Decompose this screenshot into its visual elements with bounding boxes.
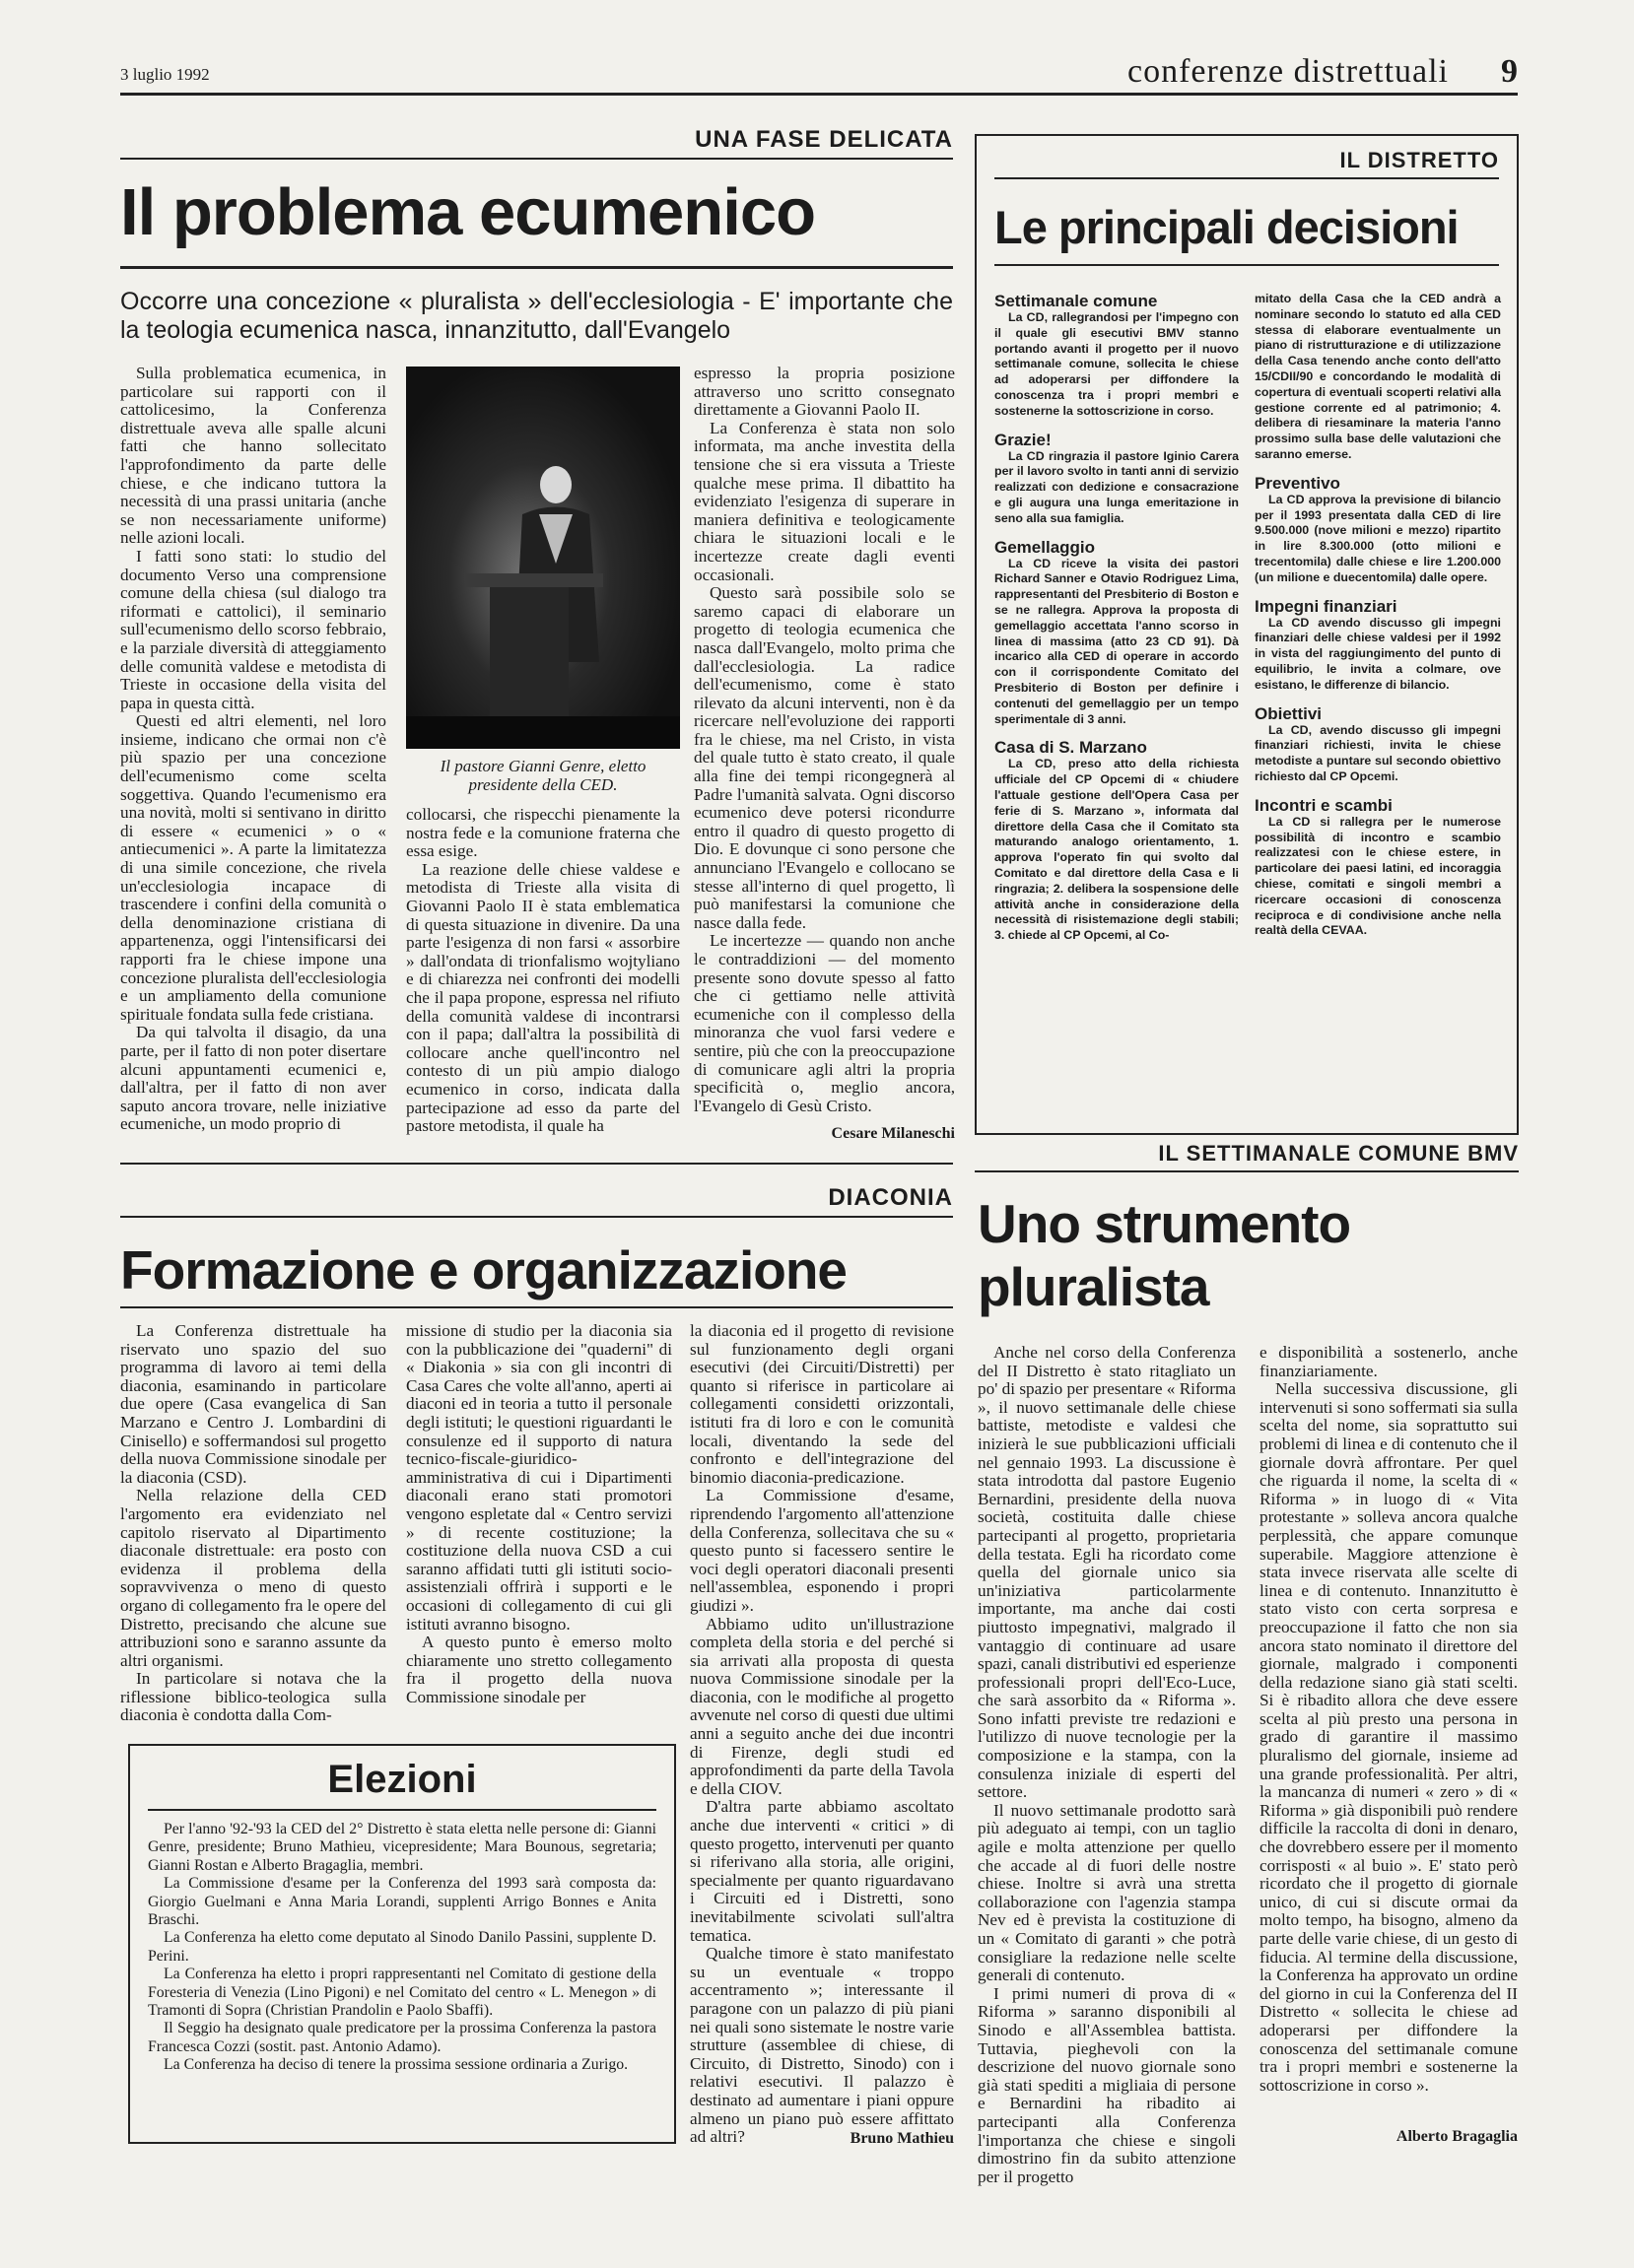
paragraph: D'altra parte abbiamo ascoltato anche due interventi « critici » di questo progetto, intervenuti per quanto si riferivano alla storia, alle origini, specialmente per quanto riguardavano i Circuiti ed i Distretti, sono inevitabilmente scivolati sull'altra tematica. [690, 1797, 954, 1945]
paragraph: La Conferenza ha deciso di tenere la prossima sessione ordinaria a Zurigo. [164, 2056, 629, 2074]
decision-text: La CD avendo discusso gli impegni finanziari delle chiese valdesi per il 1992 in vista del raggiungimento del punto di equilibrio, le invita a colmare, ove esistano, le differenze di bilancio. [1255, 615, 1501, 692]
paragraph: Qualche timore è stato manifestato su un eventuale « troppo accentramento »; interessante il paragone con un palazzo di più piani nei quali sono sistemate le nostre varie strutture (assemblee di chiese, di Circuito, di Distretto, Sinodo) con i relativi esecutivi. Il palazzo è destinato ad aumentare i piani oppure almeno un piano può essere affittato ad altri? [690, 1944, 954, 2147]
paragraph: La Conferenza distrettuale ha riservato uno spazio del suo programma di lavoro ai temi della diaconia, esaminando in particolare due opere (Casa evangelica di San Marzano e Centro J. Lombardini di Cinisello) e soffermandosi sul progetto della nuova Commissione sinodale per la diaconia (CSD). [120, 1321, 386, 1487]
article3-column-1 [120, 1322, 386, 1756]
paragraph: La Commissione d'esame per la Conferenza del 1993 sarà composta da: Giorgio Guelmani e Anna Maria Lorandi, supplenti Arrigo Bonnes e Anita Braschi. [148, 1875, 656, 1929]
paragraph: collocarsi, che rispecchi pienamente la nostra fede e la comunione fraterna che essa esige. [406, 805, 680, 861]
article4-column-1 [978, 1343, 1237, 2186]
paragraph: I primi numeri di prova di « Riforma » saranno disponibili al Sinodo e all'Assemblea battista. Tuttavia, pieghevoli con la descrizione del nuovo giornale sono già stati spediti a migliaia di persone e Bernardini ha ribadito ai partecipanti alla Conferenza l'importanza che chiese e singoli dimostrino fin da subito attenzione per il progetto [978, 1983, 1236, 2186]
decision-text: La CD ringrazia il pastore Iginio Carera per il lavoro svolto in tanti anni di servizio realizzati con dedizione e consacrazione e gli augura una lunga emeritazione in seno alla sua famiglia. [994, 448, 1239, 525]
photo-caption: Il pastore Gianni Genre, eletto presidente della CED. [440, 757, 647, 794]
article2-column-2 [1255, 292, 1501, 1129]
article3-rule [120, 1306, 953, 1308]
decision-text: mitato della Casa che la CED andrà a nominare secondo lo statuto ed alla CED stessa di elaborare eventualmente un piano di ristrutturazione e di utilizzazione della Casa tenendo anche conto dell'atto 15/CDII/90 e concordando le modalità di copertura di eventuali scoperti relativi alla gestione corrente ed al patrimonio; 4. delibera di riesaminare la materia l'anno prossimo sulla base delle valutazioni che saranno emerse. [1255, 292, 1501, 461]
paragraph: Nella successiva discussione, gli intervenuti si sono soffermati sia sulla scelta del nome, sia soprattutto sui problemi di linea e di contenuto che il giornale dovrà affrontare. Per quel che riguarda il nome, la scelta di « Riforma » in luogo di « Vita protestante » solleva ancora qualche perplessità, che appare comunque superabile. Maggiore attenzione è stata invece riservata alle scelte di linea e di contenuto. Innanzitutto è stato visto con certa sorpresa e preoccupazione il fatto che non sia ancora stato nominato il direttore del giornale, malgrado i componenti della redazione siano già stati scelti. Si è ribadito allora che deve essere scelta al più presto una persona in grado di garantire il massimo pluralismo del giornale, insieme ad una grande professionalità. Per altri, la mancanza di numeri « zero » di « Riforma » già disponibili può rendere difficile la raccolta di doni in denaro, che dovrebbero essere per il momento corrisposti « al buio ». E' stato però ricordato che il progetto di giornale unico, di cui si discute ormai da molto tempo, ha bisogno, almeno da parte delle varie chiese, di un gesto di fiducia. Al termine della discussione, la Conferenza ha approvato un ordine del giorno in cui la Conferenza del II Distretto « sollecita le chiese ad adoperarsi per diffondere la conoscenza del settimanale comune tra i propri membri e sostenerne la sottoscrizione in corso ». [1260, 1379, 1519, 2095]
decision-text: La CD riceve la visita dei pastori Richard Sanner e Otavio Rodriguez Lima, rappresentanti del Presbiterio di Boston e se ne rallegra. Approva la proposta di gemellaggio accettata l'anno scorso in linea di massima (atto 23 CD 91). Dà incarico alla CED di operare in accordo con il corrispondente Comitato del Presbiterio di Boston per definire i contenuti del gemellaggio per un tempo sperimentale di 3 anni. [994, 556, 1239, 726]
decision-heading: Preventivo [1255, 473, 1340, 493]
photo-pastor-gianni-genre [406, 367, 680, 749]
article4-author: Alberto Bragaglia [1396, 2128, 1518, 2145]
paragraph: La Conferenza ha eletto i propri rappresentanti nel Comitato di gestione della Foresteria di Venezia (Lino Pigoni) e nel Comitato del centro « L. Menegon » di Tramonti di Sopra (Christian Prandolin e Paolo Sbaffi). [148, 1966, 656, 2020]
decision-heading: Grazie! [994, 430, 1052, 449]
decision-text: La CD si rallegra per le numerose possibilità di incontro e scambio realizzatesi con le chiese estere, in particolare dei paesi latini, ed incoraggia chiese, comitati e singoli membri a ricercare occasioni di conoscenza reciproca e di condivisione anche nella realtà della CEVAA. [1255, 814, 1501, 938]
decision-heading: Obiettivi [1255, 703, 1323, 723]
article4-title-line1: Uno strumento [978, 1193, 1351, 1254]
article4-title-line2: pluralista [978, 1256, 1209, 1317]
paragraph: La Conferenza è stata non solo informata, ma anche investita della tensione che si era vissuta a Trieste qualche mese prima. Il dibattito ha evidenziato l'esigenza di superare in maniera definitiva e teologicamente chiara le situazioni locali e le incertezze create dagli eventi occasionali. [694, 418, 955, 584]
paragraph: La Conferenza ha eletto come deputato al Sinodo Danilo Passini, supplente D. Perini. [148, 1929, 656, 1965]
paragraph: Abbiamo udito un'illustrazione completa della storia e del perché si sia arrivati alla proposta di questa nuova Commissione sinodale per la diaconia, con le modifiche al progetto avvenute nel corso di questi due ultimi anni a seguito anche dei due incontri di Firenze, degli studi ed approfondimenti da parte della Tavola e della CIOV. [690, 1614, 954, 1798]
paragraph: Questi ed altri elementi, nel loro insieme, indicano che ormai non c'è più spazio per una concezione dell'ecumenismo come scelta soggettiva. Quando l'ecumenismo era una novità, molti si sentivano in diritto di essere « ecumenici » o « antiecumenici ». A parte la limitatezza di una simile concezione, che rivela un'ecclesiologia incapace di trascendere i confini della comunità o della denominazione cristiana di appartenenza, oggi l'intensificarsi dei rapporti fra le chiese impone una concezione pluralista dell'ecclesiologia e un ampliamento della comunione spirituale fondata sulla fede cristiana. [120, 711, 386, 1024]
decision-text: La CD approva la previsione di bilancio per il 1993 presentata dalla CED di lire 9.500.000 (nove milioni e mezzo) ripartito in lire 8.300.000 (otto milioni e trecentomila) dalle chiese e lire 1.200.000 (un milione e duecentomila) dalle opere. [1255, 492, 1501, 584]
article1-subtitle: Occorre una concezione « pluralista » dell'ecclesiologia - E' importante che la teologia ecumenica nasca, innanzitutto, dall'Evangelo [120, 288, 953, 344]
decision-heading: Casa di S. Marzano [994, 738, 1147, 758]
elections-rule [148, 1809, 656, 1811]
section-title: conferenze distrettuali [1126, 53, 1449, 90]
decision-heading: Settimanale comune [994, 292, 1158, 310]
elections-title: Elezioni [327, 1758, 477, 1801]
paragraph: espresso la propria posizione attraverso uno scritto consegnato direttamente a Giovanni Paolo II. [694, 364, 955, 420]
paragraph: Sulla problematica ecumenica, in particolare sui rapporti con il cattolicesimo, la Conferenza distrettuale aveva alle spalle alcuni fatti che hanno sollecitato l'approfondimento da parte delle chiese, e che indicano tuttora la necessità di una prassi unitaria (anche se non necessariamente uniforme) nelle azioni locali. [120, 364, 386, 548]
decision-heading: Incontri e scambi [1255, 795, 1393, 815]
elections-text [148, 1821, 656, 2134]
article2-rule [994, 264, 1499, 266]
speaker-figure [406, 367, 680, 749]
decision-heading: Gemellaggio [994, 537, 1096, 557]
article1-rule [120, 266, 953, 269]
paragraph: La Commissione d'esame, riprendendo l'argomento all'attenzione della Conferenza, sollecitava che su « questo punto si facessero sentire le voci degli operatori diaconali presenti nell'assemblea, esponendo i propri giudizi ». [690, 1486, 954, 1615]
paragraph: A questo punto è emerso molto chiaramente uno stretto collegamento fra il progetto della nuova Commissione sinodale per [406, 1633, 672, 1706]
article1-column-1 [120, 365, 386, 1151]
article4-kicker: IL SETTIMANALE COMUNE BMV [975, 1141, 1519, 1172]
paragraph: Anche nel corso della Conferenza del II Distretto è stato ritagliato un po' di spazio per presentare « Riforma », il nuovo settimanale delle chiese battiste, metodiste e valdesi che inizierà le sue pubblicazioni ufficiali nel gennaio 1993. La discussione è stata introdotta dal pastore Eugenio Bernardini, presidente della nuova società, costituita dalle chiese partecipanti al progetto, proprietaria della testata. Egli ha ricordato come quella del giornale unico sia un'iniziativa particolarmente importante, ma anche dai costi piuttosto impegnativi, malgrado il vantaggio di continuare ad usare spazi, canali distributivi ed esperienze professionali propri dell'Eco-Luce, che sarà assorbito da « Riforma ». Sono infatti previste tre redazioni e l'utilizzo di nuove tecnologie per la composizione e la stampa, con la consulenza iniziale di esperti del settore. [978, 1343, 1237, 1802]
page-header [120, 54, 1518, 96]
paragraph: Il Seggio ha designato quale predicatore per la prossima Conferenza la pastora Francesca Cozzi (sostit. past. Antonio Adamo). [148, 2020, 656, 2055]
paragraph: I fatti sono stati: lo studio del documento Verso una comprensione comune della chiesa (sul dialogo tra riformati e cattolici), il seminario sull'ecumenismo dello scorso febbraio, e la parziale diversità di atteggiamento delle comunità valdese e metodista di Trieste in occasione della visita del papa in questa città. [120, 546, 386, 712]
article1-kicker: UNA FASE DELICATA [120, 126, 953, 160]
article2-title: Le principali decisioni [994, 201, 1459, 253]
paragraph: Il nuovo settimanale prodotto sarà più adeguato ai tempi, con un taglio agile e molta attenzione per quello che accade al di fuori delle nostre chiese. Inoltre si avrà una stretta collaborazione con l'agenzia stampa Nev ed è prevista la costituzione di un « Comitato di garanti » che potrà consigliare la redazione nelle scelte generali di contenuto. [978, 1800, 1236, 1985]
page-number: 9 [1501, 53, 1518, 90]
paragraph: Da qui talvolta il disagio, da una parte, per il fatto di non poter disertare alcuni appuntamenti ecumenici e, dall'altra, per il fatto di non aver saputo ancora trovare, nelle iniziative ecumeniche, un modo proprio di [120, 1023, 386, 1134]
article3-author: Bruno Mathieu [850, 2130, 954, 2147]
decisions-box [975, 134, 1519, 1135]
paragraph: Le incertezze — quando non anche le contraddizioni — del momento presente sono dovute spesso al fatto che ci gettiamo nelle attività ecumeniche con il complesso della minoranza che vuol farsi vedere e sentire, più che con la preoccupazione di comunicare agli altri la propria specificità o, meglio ancora, l'Evangelo di Gesù Cristo. [694, 931, 955, 1115]
decision-text: La CD, avendo discusso gli impegni finanziari richiesti, invita le chiese metodiste a puntare sul secondo obiettivo richiesto dal CP Opcemi. [1255, 722, 1501, 783]
paragraph: La reazione delle chiese valdese e metodista di Trieste alla visita di Giovanni Paolo II è stata emblematica di questa situazione in divenire. Da una parte l'esigenza di non farsi « assorbire » dall'ondata di trionfalismo wojtyliano e di chiarezza nei confronti dei modelli che il papa propone, espressa nel rifiuto della comunità valdese di incontrarsi con il papa; dall'altra la possibilità di collocare anche quell'incontro nel contesto di un più ampio dialogo ecumenico in corso, indicata dalla partecipazione ad esso da parte del pastore metodista, il quale ha [406, 859, 680, 1136]
article4-column-2 [1260, 1344, 1518, 2122]
elections-box [128, 1744, 676, 2144]
article2-column-1 [994, 292, 1239, 1129]
article1-column-2 [406, 806, 680, 1151]
article1-title: Il problema ecumenico [120, 175, 816, 249]
decision-text: La CD, rallegrandosi per l'impegno con il quale gli esecutivi BMV stanno portando avanti il progetto per il nuovo settimanale comune, sollecita le chiese ad adoperarsi per diffondere la conoscenza tra i propri membri e sostenerne la sottoscrizione in corso. [994, 310, 1239, 418]
issue-date: 3 luglio 1992 [120, 65, 210, 84]
paragraph: Questo sarà possibile solo se saremo capaci di elaborare un progetto di teologia ecumenica che nasca dall'Evangelo, molto prima che dall'ecclesiologia. La radice dell'ecumenismo, come è stato rilevato da alcuni interventi, non è da ricercare nell'evoluzione dei rapporti fra le chiese, ma nel Cristo, in vista del quale tutto è stato creato, il quale alla fine dei tempi ricongegnerà al Padre l'umanità salvata. Ogni discorso ecumenico deve potersi ricondurre entro il quadro di questo progetto di Dio. E dovunque ci sono persone che annunciano l'Evangelo e collocano se stesse all'interno di quel progetto, lì può manifestarsi la comunione che nasce dalla fede. [694, 583, 955, 932]
article3-kicker: DIACONIA [120, 1184, 953, 1218]
article1-author: Cesare Milaneschi [831, 1125, 955, 1142]
decision-heading: Impegni finanziari [1255, 596, 1397, 616]
decision-text: La CD, preso atto della richiesta ufficiale del CP Opcemi di « chiudere l'attuale gestione dell'Opera Casa per ferie di S. Marzano », informata dal direttore della Casa che il Comitato sta maturando analogo orientamento, 1. approva l'operato fin qui svolto dal Comitato e dal direttore della Casa e li ringrazia; 2. delibera la sospensione delle attività anche in considerazione della necessità di risistemazione degli stabili; 3. chiede al CP Opcemi, al Co- [994, 757, 1239, 943]
section-rule [120, 1163, 953, 1165]
paragraph: la diaconia ed il progetto di revisione sul funzionamento degli organi esecutivi (dei Circuiti/Distretti) per quanto si riferisce in particolare ai collegamenti considetti orizzontali, istituti fra di loro e con le comunità locali, diventando la sede del confronto e dell'integrazione del binomio diaconia-predicazione. [690, 1321, 954, 1487]
article3-title: Formazione e organizzazione [120, 1239, 848, 1301]
paragraph: Per l'anno '92-'93 la CED del 2° Distretto è stata eletta nelle persone di: Gianni Genre, presidente; Bruno Mathieu, vicepresidente; Mara Bounous, segretaria; Gianni Rostan e Alberto Bragaglia, membri. [148, 1821, 656, 1874]
paragraph: In particolare si notava che la riflessione biblico-teologica sulla diaconia è condotta dalla Com- [120, 1669, 386, 1725]
paragraph: missione di studio per la diaconia sia con la pubblicazione dei "quaderni" di « Diakonia » sia con gli incontri di Casa Cares che volte all'anno, aperti ai diaconi ed in teoria a tutto il personale degli istituti; le questioni riguardanti le consulenze ed il supporto di natura tecnico-fiscale-giuridico-amministrativa di cui i Dipartimenti diaconali erano stati promotori vengono espletate dal « Centro servizi » di recente costituzione; la costituzione della nuova CSD a cui saranno affidati tutti gli istituti socio-assistenziali offrirà i supporti e le occasioni di collegamento di cui gli istituti avranno bisogno. [406, 1321, 672, 1634]
article3-column-2 [406, 1322, 672, 1756]
article1-column-3 [694, 364, 955, 1115]
article2-kicker: IL DISTRETTO [994, 148, 1499, 179]
paragraph: Nella relazione della CED l'argomento era evidenziato nel capitolo riservato al Dipartimento diaconale distrettuale: era posto con evidenza il problema della sopravvivenza o meno di questo organo di collegamento fra le opere del Distretto, precisando che alcune sue attribuzioni sono e saranno assunte da altri organismi. [120, 1486, 386, 1670]
paragraph: e disponibilità a sostenerlo, anche finanziariamente. [1260, 1343, 1518, 1380]
